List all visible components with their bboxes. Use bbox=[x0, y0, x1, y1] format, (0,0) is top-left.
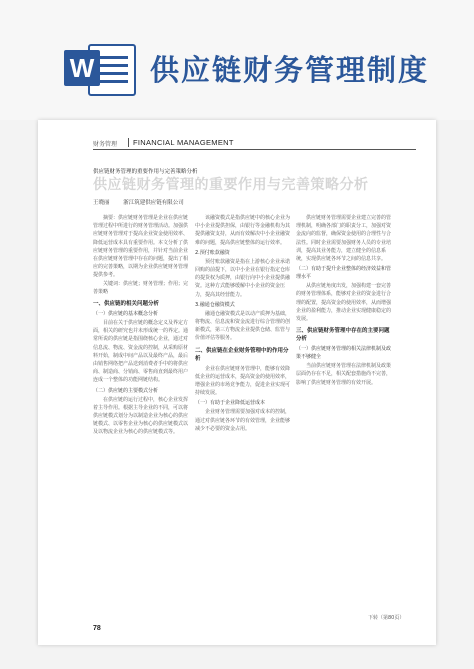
paragraph: 该融资模式是指供应链中的核心企业为中小企业提供担保，由银行等金融机构为其提供融资支持，从而有效解决中小企业融资难的问题，提高供应链整体的运行效率。 bbox=[195, 215, 291, 246]
paragraph: 目前在关于供应链的概念定义及界定方面，相关的研究也并未形成统一的界定。通常所说的供应链是指围绕核心企业，通过对信息流、物流、资金流的控制，从采购原材料开始，制成中间产品以及最终产品，最后由销售网络把产品送到消费者手中的将供应商、制造商、分销商、零售商直到最终用户连成一个整体的功能网链结构。 bbox=[93, 320, 189, 384]
section-heading: （二）有助于提升企业整体的经济效益和管理水平 bbox=[296, 266, 392, 281]
section-heading: （一）有助于企业降低运营成本 bbox=[195, 400, 266, 407]
author-name: 王晓丽 bbox=[93, 200, 110, 206]
paragraph: 摘要：供应链财务管理是企业在供应链管理过程中所进行的财务管理活动。加强供应链财务管理对于提高企业资金使用效率、降低运营成本具有重要作用。本文分析了供应链财务管理的重要作用，并针对当前企业在供应链财务管理中存在的问题，提出了相应的完善策略，以期为企业供应链财务管理提供参考。 bbox=[93, 215, 189, 279]
text-column-3 bbox=[296, 214, 391, 387]
paragraph: 预付账款融资是指在上游核心企业承诺回购的前提下，以中小企业在银行指定仓库的提货权为质押，由银行向中小企业提供融资。这种方式能够缓解中小企业的资金压力，提高其经营能力。 bbox=[195, 258, 291, 298]
article-title-watermark: 供应链财务管理的重要作用与完善策略分析 bbox=[93, 177, 369, 193]
word-document-icon bbox=[64, 40, 134, 94]
section-heading: （一）供应链财务管理的相关法律机制及政策不够健全 bbox=[296, 346, 392, 361]
section-heading: 3.融通仓融资模式 bbox=[195, 301, 235, 308]
section-label-cn: 财务管理 bbox=[93, 141, 118, 148]
document-title: 供应链财务管理制度 bbox=[150, 53, 430, 87]
section-heading: 二、供应链在企业财务管理中的作用分析 bbox=[195, 347, 289, 362]
paragraph: 关键词：供应链；财务管理；作用；完善策略 bbox=[93, 280, 189, 295]
section-heading: （一）供应链的基本概念分析 bbox=[93, 311, 159, 318]
document-page-preview bbox=[38, 120, 436, 645]
text-column-2 bbox=[195, 214, 290, 433]
paragraph: 供应链财务管理需要企业建立完善的管理机制，明确各部门的职责分工，加强对资金流向的监督，确保资金使用的合理性与合法性。同时企业需要加强财务人员的专业培训，提高其业务能力，建立健全的信息系统，实现供应链各环节之间的信息共享。 bbox=[296, 215, 392, 263]
page-number: 78 bbox=[93, 625, 101, 632]
paragraph: 在供应链的运行过程中，核心企业发挥着主导作用。根据主导企业的不同，可以将供应链模式划分为以制造企业为核心的供应链模式、以零售企业为核心的供应链模式以及以物流企业为核心的供应链模式等。 bbox=[93, 396, 189, 436]
paragraph: 融通仓融资模式是以动产质押为基础，将物流、信息流和资金流进行综合管理的创新模式，第三方物流企业提供仓储、监管与价值评估等服务。 bbox=[195, 310, 291, 342]
text-column-1 bbox=[93, 214, 188, 437]
word-badge: W bbox=[64, 50, 100, 86]
section-separator bbox=[128, 138, 129, 147]
section-rule bbox=[93, 149, 416, 150]
article-title-small: 供应链财务管理的重要作用与完善策略分析 bbox=[93, 169, 198, 175]
continued-note: 下转（第80页） bbox=[368, 615, 405, 621]
paragraph: 当前供应链财务管理在法律机制及政策层面仍存在不足，相关配套措施尚不完善，影响了供应链财务管理的有效开展。 bbox=[296, 363, 392, 386]
section-label-en: FINANCIAL MANAGEMENT bbox=[133, 138, 234, 147]
section-heading: 一、供应链的相关问题分析 bbox=[93, 301, 160, 308]
paragraph: 企业财务管理需要加强对成本的控制，通过对供应链各环节的有效管理，企业能够减少不必要的资金占用。 bbox=[195, 409, 291, 432]
paragraph: 企业在供应链财务管理中，能够有效降低企业的运营成本，提高资金的使用效率，增强企业的市场竞争能力，促进企业实现可持续发展。 bbox=[195, 365, 291, 397]
author-affiliation: 浙江筑建供应链有限公司 bbox=[123, 200, 184, 206]
author-line bbox=[93, 198, 184, 206]
section-heading: 2.预付账款融资 bbox=[195, 249, 230, 256]
document-header bbox=[0, 0, 474, 120]
section-heading: 三、供应链财务管理中存在的主要问题分析 bbox=[296, 328, 390, 343]
section-heading: （二）供应链的主要模式分析 bbox=[93, 387, 159, 394]
paragraph: 从供应链角度出发，加强构建一套完善的财务管理体系，能够对企业的资金进行合理的配置，提高资金的使用效率，从而增强企业的盈利能力，推动企业实现健康稳定的发展。 bbox=[296, 283, 392, 323]
